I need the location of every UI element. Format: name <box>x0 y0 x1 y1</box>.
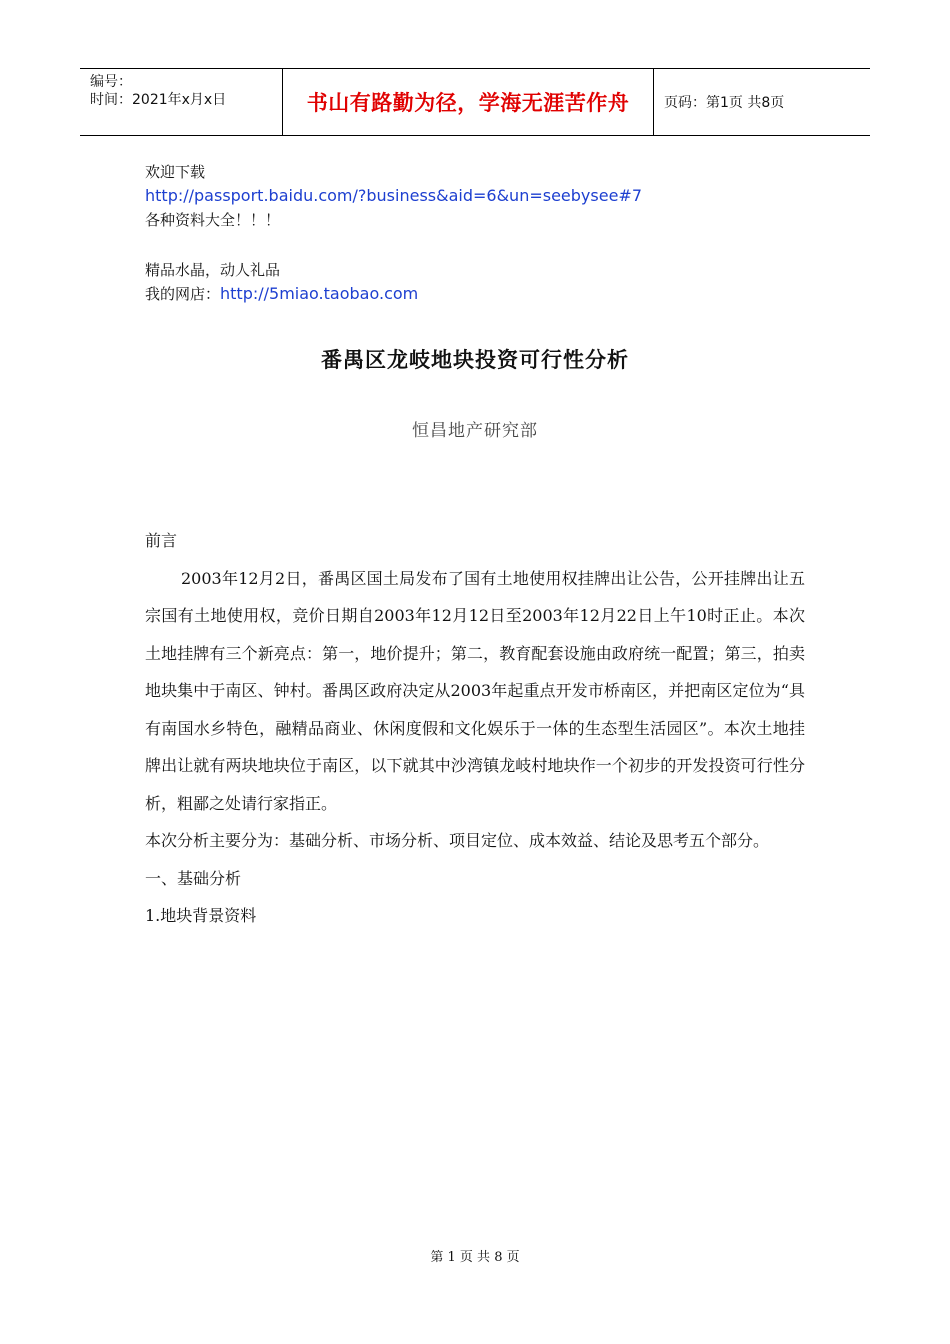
motto-text: 书山有路勤为径，学海无涯苦作舟 <box>306 91 630 115</box>
all-materials-text: 各种资料大全！！！ <box>145 211 281 229</box>
welcome-text: 欢迎下载 <box>145 163 206 181</box>
document-title: 番禺区龙岐地块投资可行性分析 <box>321 347 629 372</box>
document-header <box>80 68 870 136</box>
document-body <box>145 522 805 935</box>
number-label: 编号： <box>90 74 132 90</box>
shop-label: 我的网店： <box>145 285 221 303</box>
paragraph-1: 2003年12月2日，番禺区国土局发布了国有土地使用权挂牌出让公告，公开挂牌出让五宗国有土地使用权，竞价日期自2003年12月12日至2003年12月22日上午10时正止。本次土地挂牌有三个新亮点：第一，地价提升；第二，教育配套设施由政府统一配置；第三，拍卖地块集中于南区、钟村。番禺区政府决定从2003年起重点开发市桥南区，并把南区定位为“具有南国水乡特色，融精品商业、休闲度假和文化娱乐于一体的生态型生活园区”。本次土地挂牌出让就有两块地块位于南区，以下就其中沙湾镇龙岐村地块作一个初步的开发投资可行性分析，粗鄙之处请行家指正。 <box>145 568 805 813</box>
header-meta <box>80 69 282 135</box>
page-info-text: 页码：第1页 共8页 <box>664 95 785 111</box>
document-subtitle: 恒昌地产研究部 <box>412 421 538 441</box>
page-footer: 第 1 页 共 8 页 <box>430 1250 520 1265</box>
time-label: 时间：2021年x月x日 <box>90 92 227 108</box>
intro-block <box>145 160 642 306</box>
shop-line <box>145 282 642 306</box>
subsection-heading-1: 1.地块背景资料 <box>145 906 257 925</box>
preface-heading: 前言 <box>145 531 178 550</box>
download-link[interactable]: http://passport.baidu.com/?business&aid=6&un=seebysee#7 <box>145 186 642 205</box>
header-motto-cell <box>282 69 654 135</box>
header-page-info <box>654 69 870 135</box>
section-heading-1: 一、基础分析 <box>145 868 242 888</box>
crystal-text: 精品水晶，动人礼品 <box>145 261 281 279</box>
paragraph-2: 本次分析主要分为：基础分析、市场分析、项目定位、成本效益、结论及思考五个部分。 <box>145 831 770 850</box>
shop-link[interactable]: http://5miao.taobao.com <box>220 284 419 303</box>
